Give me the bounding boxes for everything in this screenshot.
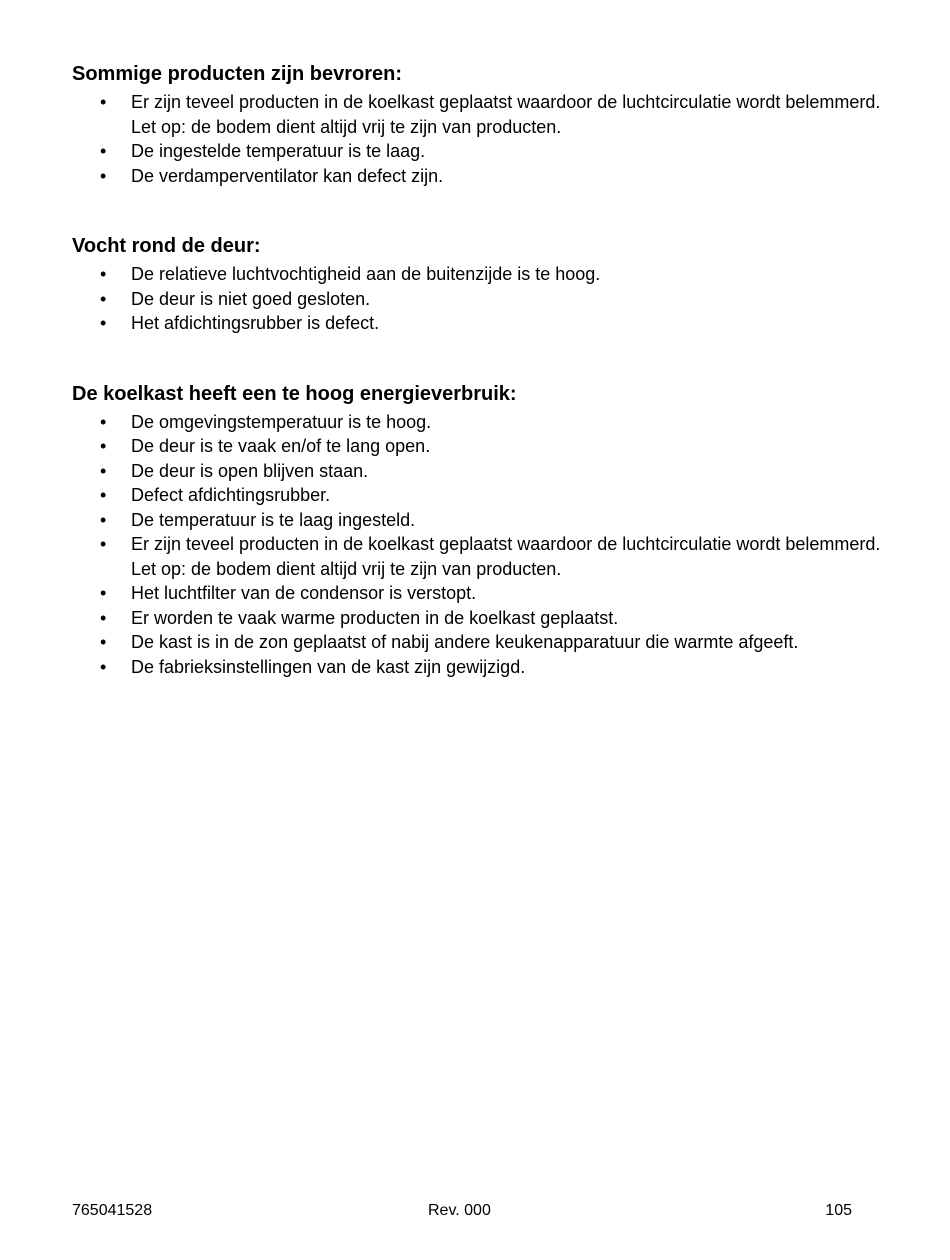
- section-energy-usage: [72, 380, 892, 680]
- list-item: • De temperatuur is te laag ingesteld.: [72, 508, 892, 533]
- list-item: • De ingestelde temperatuur is te laag.: [72, 139, 892, 164]
- list-item: • De verdamperventilator kan defect zijn.: [72, 164, 892, 189]
- list-item: • De deur is te vaak en/of te lang open.: [72, 434, 892, 459]
- page-number: 105: [825, 1202, 852, 1219]
- document-body: [72, 60, 892, 679]
- list-item: • De deur is open blijven staan.: [72, 459, 892, 484]
- list-item: • Er zijn teveel producten in de koelkast geplaatst waardoor de luchtcirculatie wordt belemmerd. Let op: de bodem dient altijd vrij te zijn van producten.: [72, 532, 892, 581]
- bullet-list: [72, 90, 892, 188]
- bullet-list: [72, 410, 892, 680]
- list-item: • De deur is niet goed gesloten.: [72, 287, 892, 312]
- bullet-list: [72, 262, 892, 336]
- page-footer: [72, 1200, 852, 1222]
- list-item: • Er worden te vaak warme producten in de koelkast geplaatst.: [72, 606, 892, 631]
- section-title: Vocht rond de deur:: [72, 235, 261, 257]
- list-item: • Defect afdichtingsrubber.: [72, 483, 892, 508]
- section-title: De koelkast heeft een te hoog energieverbruik:: [72, 382, 517, 405]
- list-item: • De omgevingstemperatuur is te hoog.: [72, 410, 892, 435]
- list-item: • De fabrieksinstellingen van de kast zijn gewijzigd.: [72, 655, 892, 680]
- list-item: • Het luchtfilter van de condensor is verstopt.: [72, 581, 892, 606]
- section-title: Sommige producten zijn bevroren:: [72, 63, 403, 85]
- section-frozen-products: [72, 60, 892, 188]
- list-item: • De kast is in de zon geplaatst of nabij andere keukenapparatuur die warmte afgeeft.: [72, 630, 892, 655]
- section-moisture-door: [72, 232, 892, 336]
- document-number: 765041528: [72, 1202, 153, 1219]
- revision-label: Rev. 000: [428, 1202, 491, 1219]
- list-item: • De relatieve luchtvochtigheid aan de buitenzijde is te hoog.: [72, 262, 892, 287]
- list-item: • Er zijn teveel producten in de koelkast geplaatst waardoor de luchtcirculatie wordt belemmerd. Let op: de bodem dient altijd vrij te zijn van producten.: [72, 90, 892, 139]
- list-item: • Het afdichtingsrubber is defect.: [72, 311, 892, 336]
